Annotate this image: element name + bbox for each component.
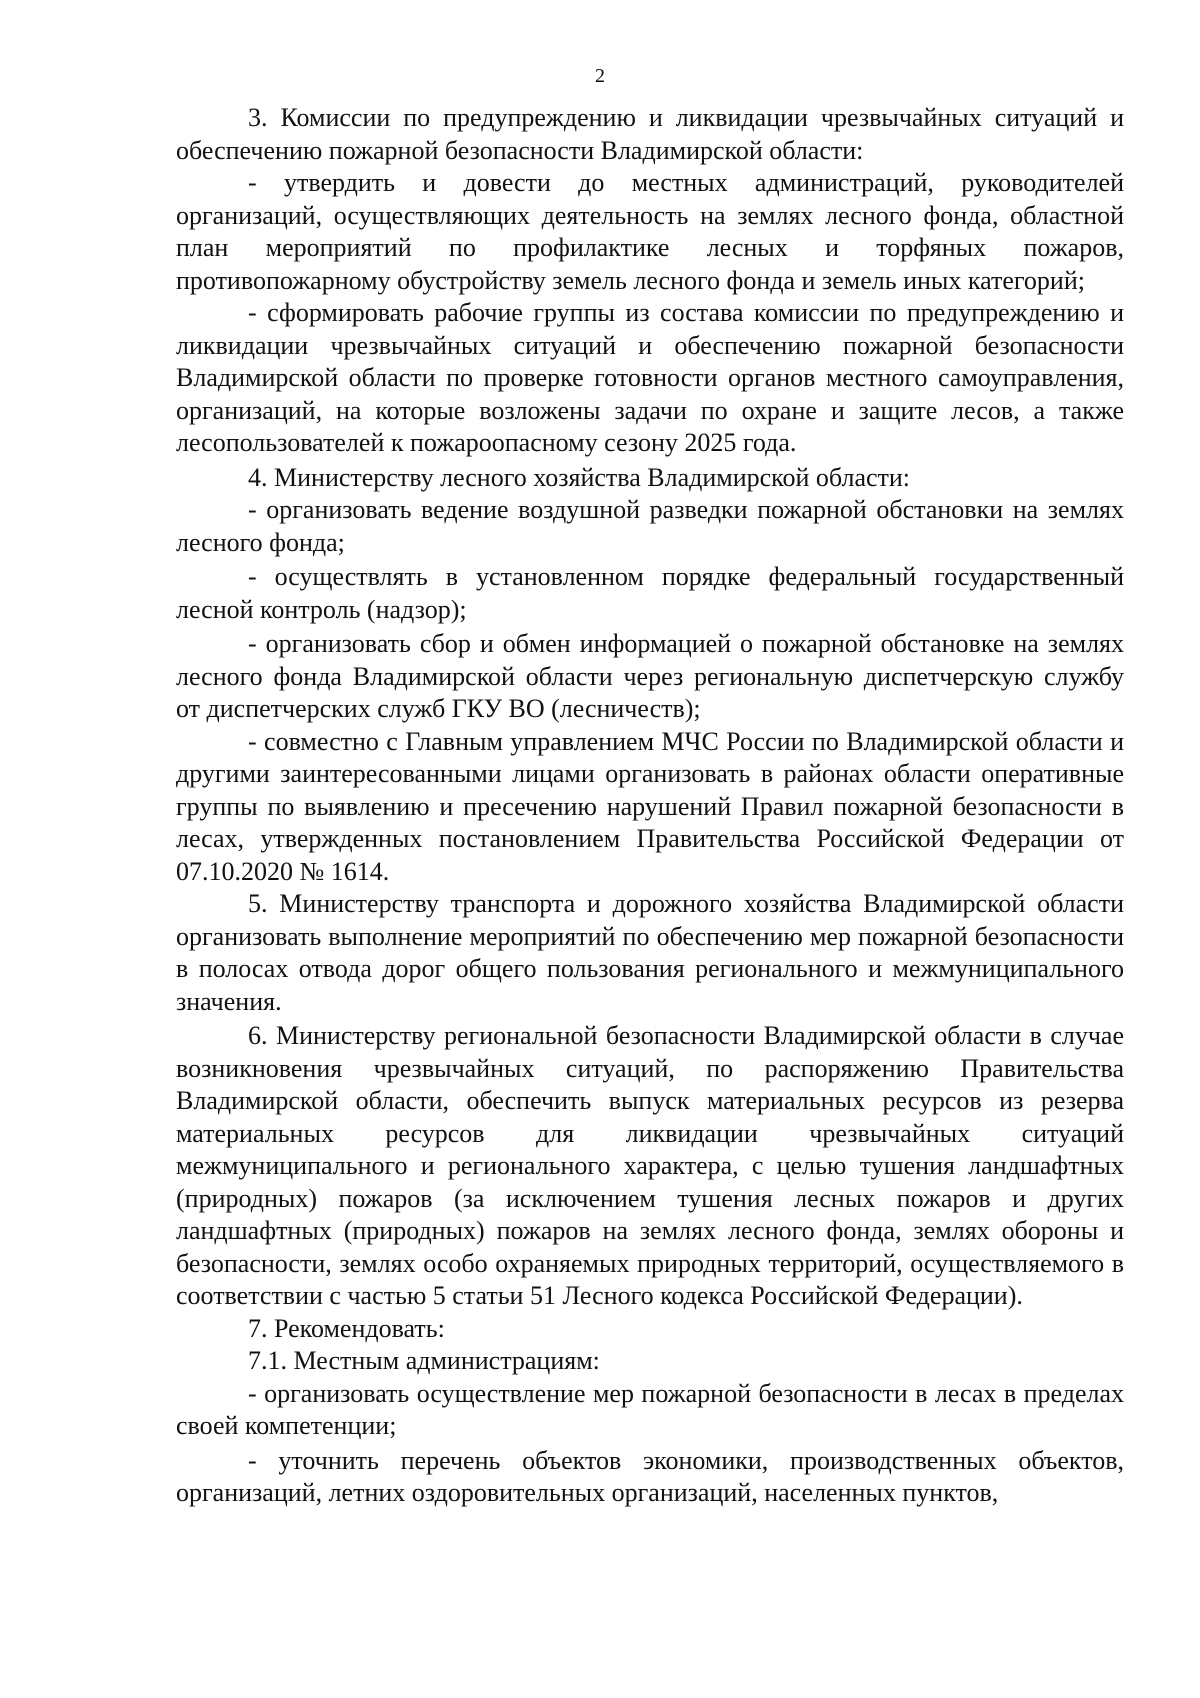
paragraph-forestry-operational-groups: - совместно с Главным управлением МЧС России по Владимирской области и другими заинтересованными лицами организовать в районах области оперативные группы по выявлению и пресечению нарушений Правил пожарной безопасности в лесах, утвержденных постановлением Правительства Российской Федерации от 07.10.2020 № 1614. <box>176 726 1124 886</box>
paragraph-3-commission: 3. Комиссии по предупреждению и ликвидации чрезвычайных ситуаций и обеспечению пожарной безопасности Владимирской области: <box>176 103 1124 165</box>
paragraph-local-objects-list: - уточнить перечень объектов экономики, производственных объектов, организаций, летних оздоровительных организаций, населенных пунктов, <box>176 1445 1124 1507</box>
paragraph-forestry-information: - организовать сбор и обмен информацией о пожарной обстановке на землях лесного фонда Владимирской области через региональную диспетчерскую службу от диспетчерских служб ГКУ ВО (лесничеств); <box>176 629 1124 723</box>
paragraph-6-security-ministry: 6. Министерству региональной безопасности Владимирской области в случае возникновения чрезвычайных ситуаций, по распоряжению Правительства Владимирской области, обеспечить выпуск материальных ресурсов из резерва материальных ресурсов для ликвидации чрезвычайных ситуаций межмуниципального и регионального характера, с целью тушения ландшафтных (природных) пожаров (за исключением тушения лесных пожаров и других ландшафтных (природных) пожаров на землях лесного фонда, землях обороны и безопасности, землях особо охраняемых природных территорий, осуществляемого в соответствии с частью 5 статьи 51 Лесного кодекса Российской Федерации). <box>176 1021 1124 1310</box>
document-body <box>176 102 1124 1510</box>
paragraph-5-transport-ministry: 5. Министерству транспорта и дорожного хозяйства Владимирской области организовать выполнение мероприятий по обеспечению мер пожарной безопасности в полосах отвода дорог общего пользования регионального и межмуниципального значения. <box>176 889 1124 1016</box>
paragraph-local-fire-safety: - организовать осуществление мер пожарной безопасности в лесах в пределах своей компетенции; <box>176 1378 1124 1440</box>
paragraph-commission-form-groups: - сформировать рабочие группы из состава комиссии по предупреждению и ликвидации чрезвычайных ситуаций и обеспечению пожарной безопасности Владимирской области по проверке готовности органов местного самоуправления, организаций, на которые возложены задачи по охране и защите лесов, а также лесопользователей к пожароопасному сезону 2025 года. <box>176 298 1124 457</box>
paragraph-forestry-control: - осуществлять в установленном порядке федеральный государственный лесной контроль (надзор); <box>176 562 1124 624</box>
paragraph-commission-approve-plan: - утвердить и довести до местных администраций, руководителей организаций, осуществляющих деятельность на землях лесного фонда, областной план мероприятий по профилактике лесных и торфяных пожаров, противопожарному обустройству земель лесного фонда и земель иных категорий; <box>176 168 1124 295</box>
paragraph-7-recommend: 7. Рекомендовать: <box>248 1313 445 1343</box>
paragraph-7-1-local-administrations: 7.1. Местным администрациям: <box>248 1346 600 1375</box>
page-number: 2 <box>595 65 605 87</box>
paragraph-4-forestry-ministry: 4. Министерству лесного хозяйства Владимирской области: <box>248 462 911 492</box>
paragraph-forestry-air-reconnaissance: - организовать ведение воздушной разведки пожарной обстановки на землях лесного фонда; <box>176 495 1124 557</box>
